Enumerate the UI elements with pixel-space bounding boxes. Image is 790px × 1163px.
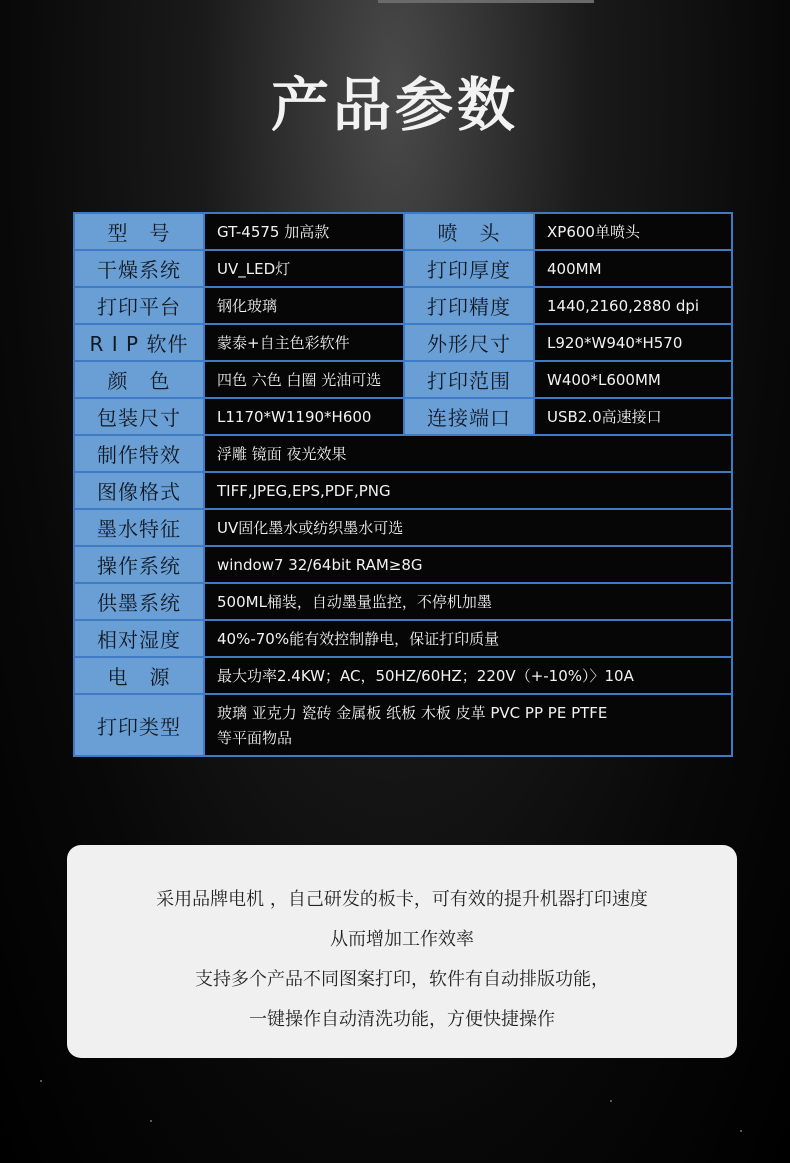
spec-label: 颜 色 xyxy=(74,361,204,398)
spec-value: 钢化玻璃 xyxy=(204,287,404,324)
table-row xyxy=(74,657,732,694)
background-sparkle xyxy=(740,1130,742,1132)
spec-value-multiline xyxy=(204,694,732,756)
spec-label: 电 源 xyxy=(74,657,204,694)
spec-value: 最大功率2.4KW；AC，50HZ/60HZ；220V（+-10%）〉10A xyxy=(204,657,732,694)
info-box xyxy=(67,845,737,1058)
spec-label: 打印类型 xyxy=(74,694,204,756)
spec-label: 打印平台 xyxy=(74,287,204,324)
spec-value: W400*L600MM xyxy=(534,361,732,398)
spec-label: 干燥系统 xyxy=(74,250,204,287)
table-row xyxy=(74,694,732,756)
spec-label: R I P 软件 xyxy=(74,324,204,361)
info-line: 一键操作自动清洗功能，方便快捷操作 xyxy=(249,1009,555,1030)
table-row xyxy=(74,213,732,250)
spec-label: 喷 头 xyxy=(404,213,534,250)
spec-value: window7 32/64bit RAM≥8G xyxy=(204,546,732,583)
spec-label: 相对湿度 xyxy=(74,620,204,657)
table-row xyxy=(74,472,732,509)
spec-value: 500ML桶装，自动墨量监控，不停机加墨 xyxy=(204,583,732,620)
spec-value: 400MM xyxy=(534,250,732,287)
spec-value-line: 等平面物品 xyxy=(217,729,293,747)
spec-value: 四色 六色 白圈 光油可选 xyxy=(204,361,404,398)
table-row xyxy=(74,435,732,472)
spec-label: 制作特效 xyxy=(74,435,204,472)
spec-label: 打印精度 xyxy=(404,287,534,324)
page-title: 产品参数 xyxy=(270,71,519,139)
spec-label: 外形尺寸 xyxy=(404,324,534,361)
info-line: 从而增加工作效率 xyxy=(330,929,474,950)
table-row xyxy=(74,509,732,546)
spec-value: 蒙泰+自主色彩软件 xyxy=(204,324,404,361)
spec-value-line: 玻璃 亚克力 瓷砖 金属板 纸板 木板 皮革 PVC PP PE PTFE xyxy=(217,704,608,722)
background-sparkle xyxy=(610,1100,612,1102)
background-sparkle xyxy=(150,1120,152,1122)
spec-label: 连接端口 xyxy=(404,398,534,435)
info-line: 支持多个产品不同图案打印，软件有自动排版功能， xyxy=(195,969,609,990)
info-line: 采用品牌电机 ，自己研发的板卡，可有效的提升机器打印速度 xyxy=(156,889,648,910)
spec-value: GT-4575 加高款 xyxy=(204,213,404,250)
spec-label: 供墨系统 xyxy=(74,583,204,620)
table-row xyxy=(74,250,732,287)
top-divider-line xyxy=(378,0,594,3)
table-row xyxy=(74,620,732,657)
spec-label: 图像格式 xyxy=(74,472,204,509)
spec-value: XP600单喷头 xyxy=(534,213,732,250)
spec-label: 型 号 xyxy=(74,213,204,250)
spec-label: 操作系统 xyxy=(74,546,204,583)
spec-value: L920*W940*H570 xyxy=(534,324,732,361)
table-row xyxy=(74,287,732,324)
table-row xyxy=(74,583,732,620)
background-sparkle xyxy=(40,1080,42,1082)
spec-value: 1440,2160,2880 dpi xyxy=(534,287,732,324)
table-row xyxy=(74,398,732,435)
spec-label: 墨水特征 xyxy=(74,509,204,546)
spec-value: L1170*W1190*H600 xyxy=(204,398,404,435)
table-row xyxy=(74,546,732,583)
spec-label: 打印厚度 xyxy=(404,250,534,287)
spec-table xyxy=(73,212,733,757)
table-row xyxy=(74,361,732,398)
spec-value: UV_LED灯 xyxy=(204,250,404,287)
spec-value: 40%-70%能有效控制静电，保证打印质量 xyxy=(204,620,732,657)
spec-value: UV固化墨水或纺织墨水可选 xyxy=(204,509,732,546)
spec-value: TIFF,JPEG,EPS,PDF,PNG xyxy=(204,472,732,509)
spec-value: USB2.0高速接口 xyxy=(534,398,732,435)
spec-label: 包装尺寸 xyxy=(74,398,204,435)
spec-label: 打印范围 xyxy=(404,361,534,398)
table-row xyxy=(74,324,732,361)
spec-value: 浮雕 镜面 夜光效果 xyxy=(204,435,732,472)
